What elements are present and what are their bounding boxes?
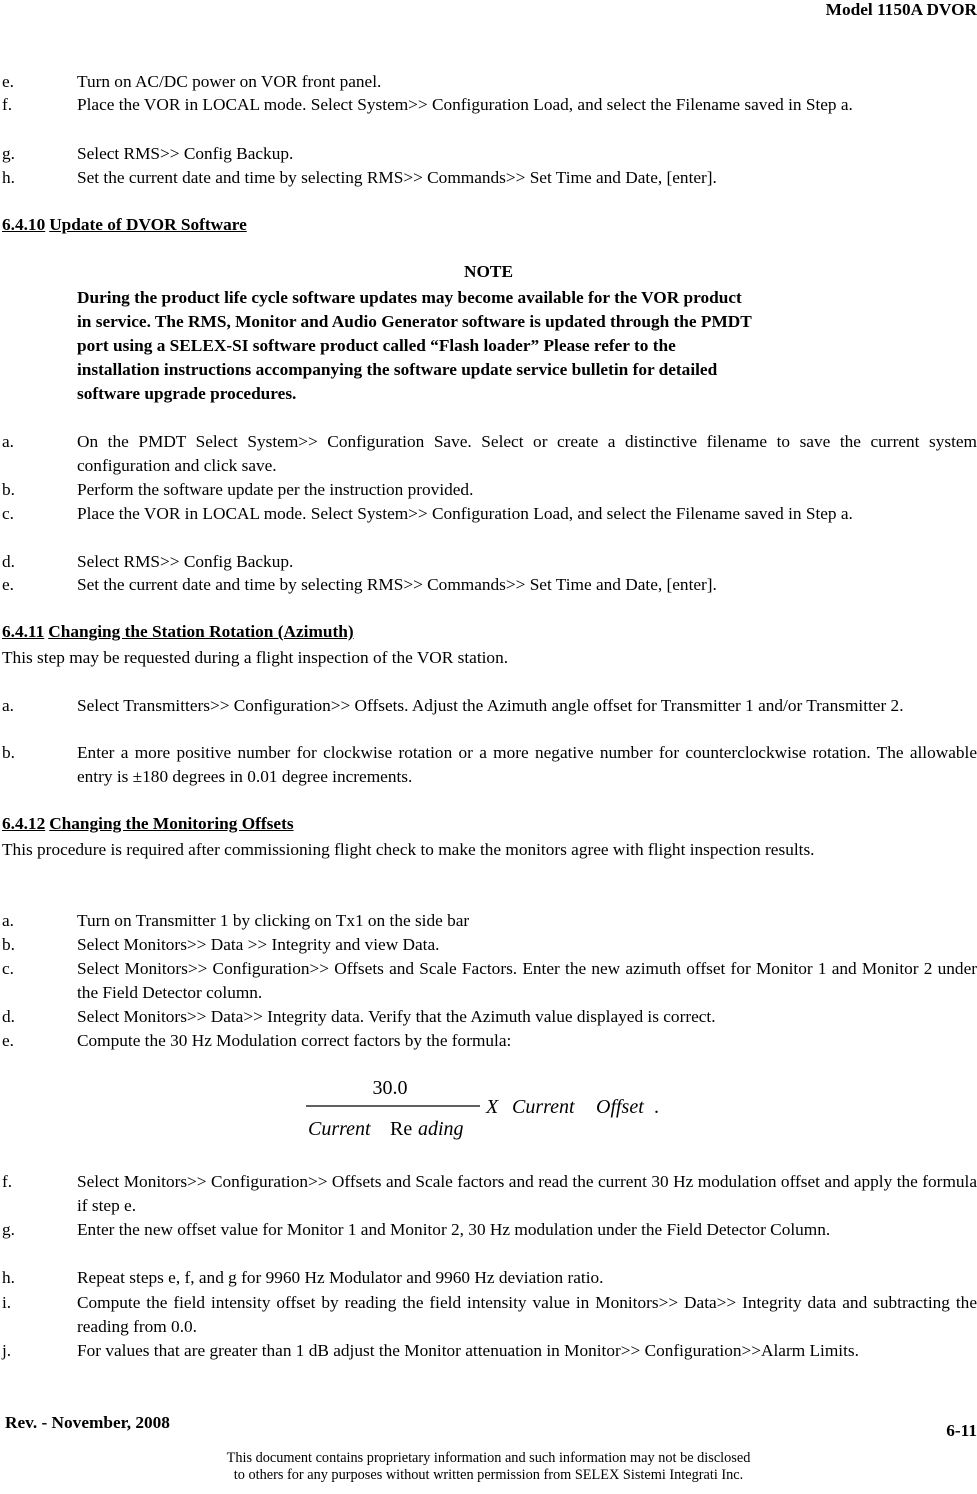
formula — [300, 1068, 720, 1148]
note-line: in service. The RMS, Monitor and Audio Generator software is updated through the PMDT — [77, 312, 752, 331]
list-item-label: h. — [2, 1268, 15, 1287]
list-item-text: Select RMS>> Config Backup. — [77, 144, 294, 163]
list-item-text: Select Monitors>> Configuration>> Offsets and Scale factors and read the current 30 Hz modulation offset and apply the formula if step e. — [77, 1172, 977, 1215]
list-item-label: c. — [2, 959, 14, 978]
list-item — [2, 1266, 977, 1290]
list-item-text: Place the VOR in LOCAL mode. Select System>> Configuration Load, and select the Filename saved in Step a. — [77, 504, 853, 523]
list-item — [2, 93, 977, 117]
list-item-label: a. — [2, 911, 14, 930]
list-item-label: g. — [2, 144, 15, 163]
section-heading-6412 — [2, 814, 294, 834]
list-item — [2, 1339, 977, 1363]
section-heading-6410 — [2, 215, 247, 235]
list-item — [2, 957, 977, 1004]
list-item-label: d. — [2, 552, 15, 571]
list-item — [2, 1291, 977, 1338]
list-item-text: Place the VOR in LOCAL mode. Select System>> Configuration Load, and select the Filename saved in Step a. — [77, 95, 853, 114]
formula-rhs-end: . — [654, 1096, 659, 1118]
list-item-label: b. — [2, 743, 15, 762]
list-item-text: Compute the 30 Hz Modulation correct factors by the formula: — [77, 1031, 512, 1050]
note-line: During the product life cycle software updates may become available for the VOR product — [77, 288, 742, 307]
list-item — [2, 1029, 977, 1053]
formula-rhs-b: Offset — [596, 1096, 644, 1118]
note-line: software upgrade procedures. — [77, 384, 297, 403]
list-item-label: c. — [2, 504, 14, 523]
list-item-label: a. — [2, 696, 14, 715]
list-item — [2, 166, 977, 190]
list-item — [2, 909, 977, 933]
list-item-text: For values that are greater than 1 dB adjust the Monitor attenuation in Monitor>> Configuration>>Alarm Limits. — [77, 1341, 859, 1360]
section-heading-6411 — [2, 622, 354, 642]
list-item-text: Turn on Transmitter 1 by clicking on Tx1 on the side bar — [77, 911, 470, 930]
section-title: Update of DVOR Software — [49, 215, 247, 234]
list-item — [2, 478, 977, 502]
list-item-label: b. — [2, 935, 15, 954]
section-title: Changing the Monitoring Offsets — [49, 814, 294, 833]
list-item-label: j. — [2, 1341, 12, 1360]
list-item — [2, 741, 977, 788]
section-title: Changing the Station Rotation (Azimuth) — [48, 622, 354, 641]
note-title: NOTE — [464, 262, 513, 281]
list-item — [2, 933, 977, 957]
list-item — [2, 430, 977, 477]
footer-proprietary-notice — [0, 1450, 977, 1484]
list-item-label: f. — [2, 95, 13, 114]
list-item — [2, 1218, 977, 1242]
formula-multiplier: X — [486, 1096, 499, 1118]
list-item-label: i. — [2, 1293, 12, 1312]
list-item-text: Compute the field intensity offset by reading the field intensity value in Monitors>> Data>> Integrity data and subtracting the reading from 0.0. — [77, 1293, 977, 1336]
list-item-text: Turn on AC/DC power on VOR front panel. — [77, 72, 382, 91]
formula-denominator-a: Current — [308, 1118, 371, 1140]
list-item — [2, 502, 977, 526]
list-item-text: Select Transmitters>> Configuration>> Offsets. Adjust the Azimuth angle offset for Transmitter 1 and/or Transmitter 2. — [77, 696, 904, 715]
list-item-text: Set the current date and time by selecting RMS>> Commands>> Set Time and Date, [enter]. — [77, 168, 717, 187]
list-item-text: Select Monitors>> Data>> Integrity data. Verify that the Azimuth value displayed is correct. — [77, 1007, 716, 1026]
list-item — [2, 573, 977, 597]
formula-numerator: 30.0 — [372, 1077, 408, 1099]
formula-rhs-a: Current — [512, 1096, 575, 1118]
list-item-text: Enter a more positive number for clockwise rotation or a more negative number for counterclockwise rotation. The allowable entry is ±180 degrees in 0.01 degree increments. — [77, 743, 977, 786]
list-item-text: Select Monitors>> Configuration>> Offsets and Scale Factors. Enter the new azimuth offset for Monitor 1 and Monitor 2 under the Field Detector column. — [77, 959, 977, 1002]
list-item — [2, 70, 977, 94]
list-item-text: On the PMDT Select System>> Configuration Save. Select or create a distinctive filename to save the current system configuration and click save. — [77, 432, 977, 475]
list-item-text: Repeat steps e, f, and g for 9960 Hz Modulator and 9960 Hz deviation ratio. — [77, 1268, 604, 1287]
list-item-label: e. — [2, 72, 14, 91]
list-item-label: b. — [2, 480, 15, 499]
list-item — [2, 142, 977, 166]
list-item-text: Select Monitors>> Data >> Integrity and view Data. — [77, 935, 440, 954]
list-item-label: h. — [2, 168, 15, 187]
footer-revision: Rev. - November, 2008 — [5, 1413, 170, 1432]
list-item-label: d. — [2, 1007, 15, 1026]
footer-notice-line: This document contains proprietary information and such information may not be disclosed — [226, 1450, 751, 1466]
list-item — [2, 1170, 977, 1217]
section-intro: This procedure is required after commissioning flight check to make the monitors agree with flight inspection results. — [2, 840, 815, 859]
list-item-label: a. — [2, 432, 14, 451]
note-line: installation instructions accompanying the software update service bulletin for detailed — [77, 360, 718, 379]
list-item-text: Enter the new offset value for Monitor 1 and Monitor 2, 30 Hz modulation under the Field Detector Column. — [77, 1220, 831, 1239]
note-body — [77, 286, 907, 406]
section-intro: This step may be requested during a flight inspection of the VOR station. — [2, 648, 509, 667]
formula-denominator-c: ading — [418, 1118, 464, 1140]
section-number: 6.4.12 — [2, 814, 46, 833]
list-item-text: Perform the software update per the instruction provided. — [77, 480, 474, 499]
list-item — [2, 550, 977, 574]
section-number: 6.4.10 — [2, 215, 46, 234]
note-line: port using a SELEX-SI software product called “Flash loader” Please refer to the — [77, 336, 676, 355]
list-item-text: Set the current date and time by selecting RMS>> Commands>> Set Time and Date, [enter]. — [77, 575, 717, 594]
list-item — [2, 694, 977, 718]
list-item-label: e. — [2, 1031, 14, 1050]
list-item-label: e. — [2, 575, 14, 594]
section-number: 6.4.11 — [2, 622, 45, 641]
footer-page-number: 6-11 — [946, 1421, 977, 1440]
list-item-label: f. — [2, 1172, 13, 1191]
page-header-title: Model 1150A DVOR — [825, 0, 977, 19]
list-item-text: Select RMS>> Config Backup. — [77, 552, 294, 571]
footer-notice-line: to others for any purposes without written permission from SELEX Sistemi Integrati Inc. — [233, 1467, 744, 1483]
list-item — [2, 1005, 977, 1029]
list-item-label: g. — [2, 1220, 15, 1239]
formula-denominator-b: Re — [390, 1118, 413, 1140]
